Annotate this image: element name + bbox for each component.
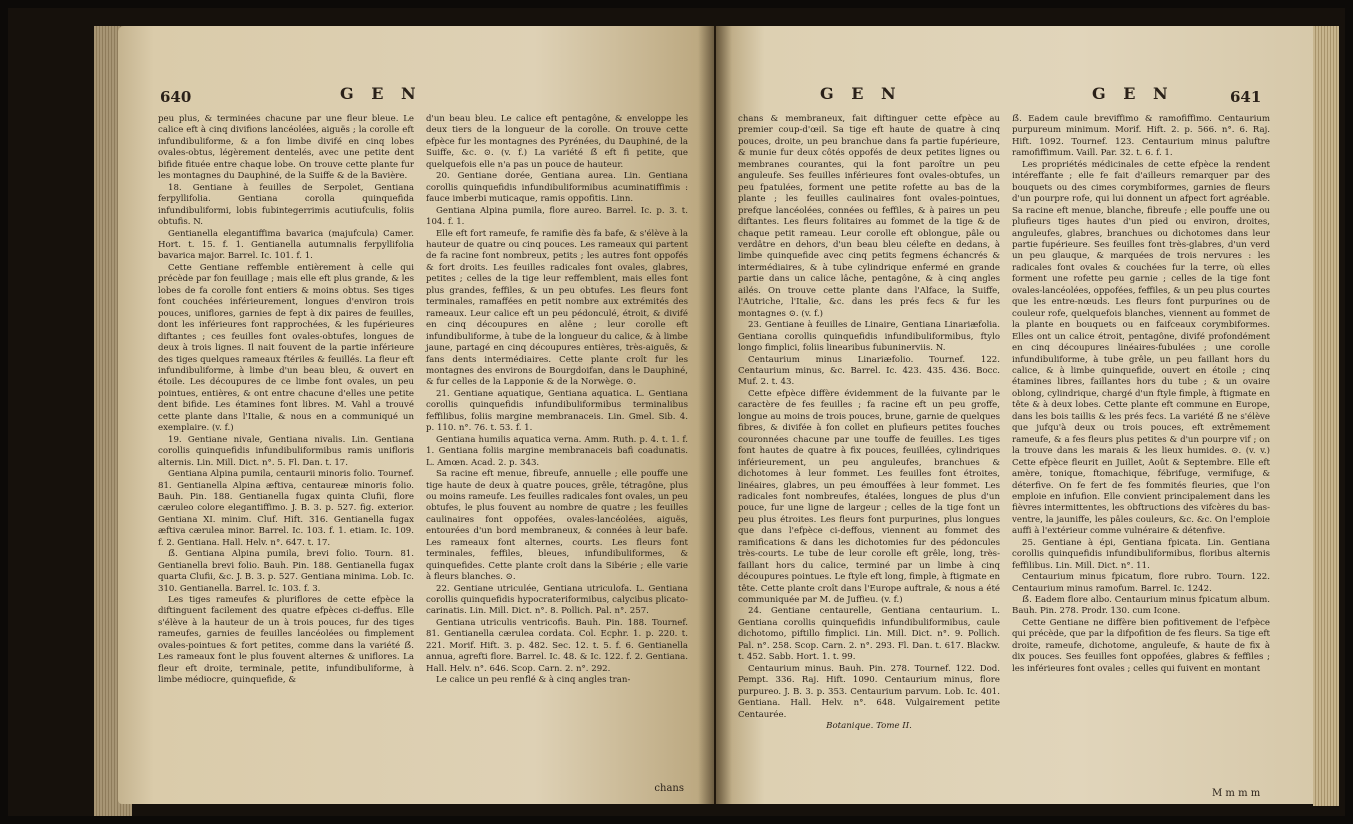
paragraph: Elle eft fort rameufe, fe ramifie dès fa bafe, & s'élève à la hauteur de quatre ou cinq pouces. Les rameaux qui partent de fa racine font nombreux, petits ; les autres font oppofés & fort droits. Les feuilles radicales font ovales, glabres, petites ; celles de la tige leur reffemblent, mais elles font plus grandes, feffiles, & un peu obtufes. Les fleurs font terminales, ramaffées en petit nombre aux extrémités des rameaux. Leur calice eft un peu pédonculé, étroit, & divifé en cinq découpures en alêne ; leur corolle eft infundibuliforme, à tube de la longueur du calice, & à limbe jaune, partagé en cinq découpures entières, très-aiguës, & fans dents intermédiaires. Cette plante croît fur les montagnes des environs de Bourgdoifan, dans le Dauphiné, & fur celles de la Lapponie & de la Norwège. ⊙. [426, 228, 688, 388]
paragraph: Cette Gentiane reffemble entièrement à celle qui précède par fon feuillage ; mais elle eft plus grande, & les lobes de fa corolle font entiers & moins obtus. Ses tiges font couchées inférieurement, longues d'environ trois pouces, uniflores, garnies de fept à dix paires de feuilles, dont les inférieures font rapprochées, & les fupérieures diftantes ; ces feuilles font ovales-obtufes, longues de deux à trois lignes. Il nait fouvent de la partie inférieure des tiges quelques rameaux ftériles & feuillés. La fleur eft infundibuliforme, à limbe d'un beau bleu, & ouvert en étoile. Les découpures de ce limbe font ovales, un peu pointues, entières, & ont entre chacune d'elles une petite dent bifide. Les étamines font libres. M. Vahl a trouvé cette plante dans l'Italie, & nous en a communiqué un exemplaire. (v. f.) [158, 262, 414, 434]
page-edges-right [1313, 26, 1339, 806]
right-running-head-1: G E N [820, 84, 902, 103]
paragraph: Centaurium minus. Bauh. Pin. 278. Tournef. 122. Dod. Pempt. 336. Raj. Hift. 1090. Centaurium minus, flore purpureo. J. B. 3. p. 353. Centaurium parvum. Lob. Ic. 401. Gentiana. Hall. Helv. n°. 648. Vulgairement petite Centaurée. [738, 663, 1000, 720]
paragraph: Gentiana humilis aquatica verna. Amm. Ruth. p. 4. t. 1. f. 1. Gentiana foliis margine membranaceis bafi coadunatis. L. Amœn. Acad. 2. p. 343. [426, 434, 688, 468]
paragraph: 25. Gentiane à épi, Gentiana fpicata. Lin. Gentiana corollis quinquefidis infundibuliformibus, floribus alternis feffilibus. Lin. Mill. Dict. n°. 11. [1012, 537, 1270, 571]
paragraph: Cette Gentiane ne diffère bien pofitivement de l'efpèce qui précède, que par la difpofition de fes fleurs. Sa tige eft droite, rameufe, dichotome, anguleufe, & haute de fix à dix pouces. Ses feuilles font oppofées, glabres & feffiles ; les inférieures font ovales ; celles qui fuivent en montant [1012, 617, 1270, 674]
gutter-shadow [698, 26, 732, 804]
right-column-2 [1012, 114, 1270, 675]
left-page-number: 640 [160, 88, 192, 106]
paragraph: Centaurium minus fpicatum, flore rubro. Tourn. 122. Centaurium minus ramofum. Barrel. Ic. 1242. [1012, 572, 1270, 594]
catchword: chans [654, 783, 684, 794]
right-column-1 [738, 114, 1000, 732]
paragraph: 24. Gentiane centaurelle, Gentiana centaurium. L. Gentiana corollis quinquefidis infundibuliformibus, caule dichotomo, piftillo fimplici. Lin. Mill. Dict. n°. 9. Pollich. Pal. n°. 258. Scop. Carn. 2. n°. 293. Fl. Dan. t. 617. Blackw. t. 452. Sabb. Hort. 1. t. 99. [738, 606, 1000, 663]
paragraph: d'un beau bleu. Le calice eft pentagône, & enveloppe les deux tiers de la longueur de la corolle. On trouve cette efpèce fur les montagnes des Pyrénées, du Dauphiné, de la Suiffe, &c. ⊙. (v. f.) La variété ẞ eft fi petite, que quelquefois elle n'a pas un pouce de hauteur. [426, 114, 688, 170]
paragraph: Centaurium minus Linariæfolio. Tournef. 122. Centaurium minus, &c. Barrel. Ic. 423. 435. 436. Bocc. Muf. 2. t. 43. [738, 354, 1000, 388]
paragraph: Gentianella elegantiffima bavarica (majufcula) Camer. Hort. t. 15. f. 1. Gentianella autumnalis ferpyllifolia bavarica major. Barrel. Ic. 101. f. 1. [158, 228, 414, 262]
paragraph: Les tiges rameufes & pluriflores de cette efpèce la diftinguent facilement des quatre efpèces ci-deffus. Elle s'élève à la hauteur de un à trois pouces, fur des tiges rameufes, garnies de feuilles lancéolées ou fimplement ovales-pointues & fort petites, comme dans la variété ẞ. Les rameaux font le plus fouvent alternes & uniflores. La fleur eft droite, terminale, petite, infundibuliforme, à limbe médiocre, quinquefide, & [158, 595, 414, 686]
paragraph: ẞ. Gentiana Alpina pumila, brevi folio. Tourn. 81. Gentianella brevi folio. Bauh. Pin. 188. Gentianella fugax quarta Clufii, &c. J. B. 3. p. 527. Gentiana minima. Lob. Ic. 310. Gentianella. Barrel. Ic. 103. f. 3. [158, 549, 414, 594]
left-column-1 [158, 114, 414, 687]
paragraph: Gentiana Alpina pumila, centaurii minoris folio. Tournef. 81. Gentianella Alpina æftiva, centaureæ minoris folio. Bauh. Pin. 188. Gentianella fugax quinta Clufii, flore cæruleo colore elegantiffimo. J. B. 3. p. 527. fig. exterior. Gentiana XI. minim. Cluf. Hift. 316. Gentianella fugax æftiva cærulea minor. Barrel. Ic. 103. f. 1. etiam. Ic. 109. f. 2. Gentiana. Hall. Helv. n°. 647. t. 17. [158, 469, 414, 548]
right-page-number: 641 [1230, 88, 1262, 106]
left-page [118, 26, 714, 804]
left-column-2 [426, 114, 688, 687]
paragraph: 22. Gentiane utriculée, Gentiana utriculofa. L. Gentiana corollis quinquefidis hypocrateriformibus, calycibus plicato-carinatis. Lin. Mill. Dict. n°. 8. Pollich. Pal. n°. 257. [426, 583, 688, 617]
paragraph: 20. Gentiane dorée, Gentiana aurea. Lin. Gentiana corollis quinquefidis infundibuliformibus acuminatiffimis : fauce imberbi muticaque, ramis oppofitis. Linn. [426, 171, 688, 205]
paragraph: Les propriétés médicinales de cette efpèce la rendent intéreffante ; elle fe fait d'ailleurs remarquer par des bouquets ou des cimes corymbiformes, garnies de fleurs d'un pourpre rofe, qui lui donnent un afpect fort agréable. Sa racine eft menue, blanche, fibreufe ; elle pouffe une ou plufieurs tiges hautes d'un pied ou environ, droites, anguleufes, glabres, branchues ou dichotomes dans leur partie fupérieure. Ses feuilles font très-glabres, d'un verd un peu glauque, & marquées de trois nervures : les radicales font ovales & couchées fur la terre, où elles forment une rofette peu garnie ; celles de la tige font ovales-lancéolées, oppofées, feffiles, & un peu plus courtes que les entre-nœuds. Les fleurs font purpurines ou de couleur rofe, quelquefois blanches, viennent au fommet de la plante en bouquets ou en faifceaux corymbiformes. Elles ont un calice étroit, pentagône, divifé profondément en cinq découpures linéaires-fubulées ; une corolle infundibuliforme, à tube grêle, un peu faillant hors du calice, & à limbe quinquefide, ouvert en étoile ; cinq étamines libres, faillantes hors du tube ; & un ovaire oblong, cylindrique, chargé d'un ftyle fimple, à ftigmate en tête & à deux lobes. Cette plante eft commune en Europe, dans les bois taillis & les prés fecs. La variété ẞ ne s'élève que jufqu'à deux ou trois pouces, eft extrêmement rameufe, & a fes fleurs plus petites & d'un pourpre vif ; on la trouve dans les marais & les lieux humides. ⊙. (v. v.) Cette efpèce fleurit en Juillet, Août & Septembre. Elle eft amère, tonique, ftomachique, fébrifuge, vermifuge, & déterfive. On fe fert de fes fommités fleuries, que l'on emploie en infufion. Elle convient principalement dans les fièvres intermittentes, les obftructions des vifcères du bas-ventre, la jauniffe, les pâles couleurs, &c. &c. On l'emploie auffi à l'extérieur comme vulnéraire & détenfive. [1012, 159, 1270, 537]
paragraph: Gentiana utriculis ventricofis. Bauh. Pin. 188. Tournef. 81. Gentianella cærulea cordata. Col. Ecphr. 1. p. 220. t. 221. Morif. Hift. 3. p. 482. Sec. 12. t. 5. f. 6. Gentianella annua, agrefti flore. Barrel. Ic. 48. & Ic. 122. f. 2. Gentiana. Hall. Helv. n°. 646. Scop. Carn. 2. n°. 292. [426, 617, 688, 674]
left-running-head: G E N [340, 84, 422, 103]
signature-mark: M m m m [1212, 788, 1261, 799]
paragraph: 21. Gentiane aquatique, Gentiana aquatica. L. Gentiana corollis quinquefidis infundibuliformibus terminalibus feffilibus, foliis margine membranaceis. Lin. Gmel. Sib. 4. p. 110. n°. 76. t. 53. f. 1. [426, 388, 688, 434]
paragraph: chans & membraneux, fait diftinguer cette efpèce au premier coup-d'œil. Sa tige eft haute de quatre à cinq pouces, droite, un peu branchue dans fa partie fupérieure, & munie fur deux côtés oppofés de deux petites lignes ou membranes courantes, qui la font paroître un peu anguleufe. Ses feuilles inférieures font ovales-obtufes, un peu fpatulées, forment une petite rofette au bas de la plante ; les feuilles caulinaires font ovales-pointues, prefque lancéolées, connées ou feffiles, & à paires un peu diftantes. Les fleurs folitaires au fommet de la tige & de chaque petit rameau. Leur corolle eft oblongue, pâle ou verdâtre en dehors, d'un beau bleu célefte en dedans, à limbe quinquefide avec cinq petits fegmens échancrés & intermédiaires, & à tube cylindrique enfermé en grande partie dans un calice lâche, pentagône, & à cinq angles ailés. On trouve cette plante dans l'Alface, la Suiffe, l'Autriche, l'Italie, &c. dans les prés fecs & fur les montagnes ⊙. (v. f.) [738, 114, 1000, 319]
paragraph: ẞ. Eadem flore albo. Centaurium minus fpicatum album. Bauh. Pin. 278. Prodr. 130. cum Icone. [1012, 595, 1270, 617]
paragraph: Gentiana Alpina pumila, flore aureo. Barrel. Ic. p. 3. t. 104. f. 1. [426, 205, 688, 228]
paragraph: ẞ. Eadem caule breviffimo & ramofiffimo. Centaurium purpureum minimum. Morif. Hift. 2. p. 566. n°. 6. Raj. Hift. 1092. Tournef. 123. Centaurium minus paluftre ramofiffimum. Vaill. Par. 32. t. 6. f. 1. [1012, 114, 1270, 159]
paragraph: 18. Gentiane à feuilles de Serpolet, Gentiana ferpyllifolia. Gentiana corolla quinquefida infundibuliformi, lobis fubintegerrimis acutiufculis, foliis obtufis. N. [158, 182, 414, 228]
footer: Botanique. Tome II. [826, 721, 912, 732]
paragraph: 19. Gentiane nivale, Gentiana nivalis. Lin. Gentiana corollis quinquefidis infundibuliformibus ramis unifloris alternis. Lin. Mill. Dict. n°. 5. Fl. Dan. t. 17. [158, 434, 414, 468]
paragraph: 23. Gentiane à feuilles de Linaire, Gentiana Linariæfolia. Gentiana corollis quinquefidis infundibuliformibus, ftylo longo fimplici, foliis linearibus fubuninerviis. N. [738, 320, 1000, 354]
right-running-head-2: G E N [1092, 84, 1174, 103]
right-page [716, 26, 1324, 804]
paragraph: peu plus, & terminées chacune par une fleur bleue. Le calice eft à cinq divifions lancéolées, aiguës ; la corolle eft infundibuliforme, & a fon limbe divifé en cinq lobes ovales-obtus, légèrement dentelés, avec une petite dent bifide fituée entre chaque lobe. On trouve cette plante fur les montagnes du Dauphiné, de la Suiffe & de la Bavière. [158, 114, 414, 182]
paragraph: Cette efpèce diffère évidemment de la fuivante par le caractère de fes feuilles ; fa racine eft un peu groffe, longue au moins de trois pouces, brune, garnie de quelques fibres, & divifée à fon collet en plufieurs petites fouches couronnées chacune par une touffe de feuilles. Les tiges font hautes de quatre à fix pouces, feuillées, cylindriques inférieurement, un peu anguleufes, branchues & dichotomes à leur fommet. Les feuilles font étroites, linéaires, glabres, un peu émouffées à leur fommet. Les radicales font nombreufes, étalées, longues de plus d'un pouce, fur une ligne de largeur ; celles de la tige font un peu plus étroites. Les fleurs font purpurines, plus longues que dans l'efpèce ci-deffous, viennent au fommet des ramifications & dans les dichotomies fur des pédoncules très-courts. Le tube de leur corolle eft grêle, long, très-faillant hors du calice, terminé par un limbe à cinq découpures pointues. Le ftyle eft long, fimple, à ftigmate en tête. Cette plante croît dans l'Europe auftrale, & nous a été communiquée par M. de Juffieu. (v. f.) [738, 388, 1000, 606]
paragraph: Le calice un peu renflé & à cinq angles tran- [436, 675, 631, 686]
book-spread [8, 8, 1345, 816]
paragraph: Sa racine eft menue, fibreufe, annuelle ; elle pouffe une tige haute de deux à quatre pouces, grêle, tétragône, plus ou moins rameufe. Les feuilles radicales font ovales, un peu obtufes, le plus fouvent au nombre de quatre ; les feuilles caulinaires font oppofées, ovales-lancéolées, aiguës, entourées d'un bord membraneux, & connées à leur bafe. Les rameaux font alternes, courts. Les fleurs font terminales, feffiles, bleues, infundibuliformes, & quinquefides. Cette plante croît dans la Sibérie ; elle varie à fleurs blanches. ⊙. [426, 469, 688, 583]
